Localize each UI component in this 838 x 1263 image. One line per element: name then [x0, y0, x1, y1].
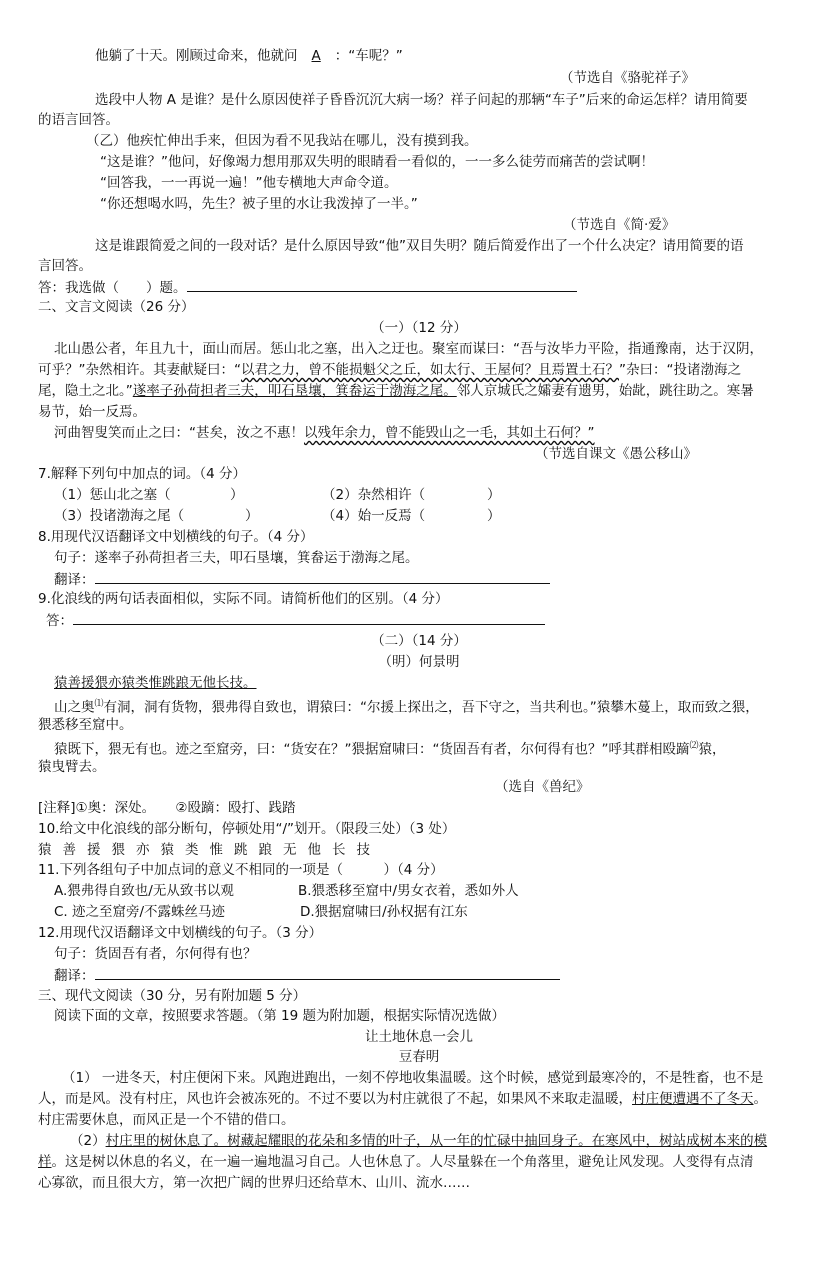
q8: 8.用现代汉语翻译文中划横线的句子。（4 分）	[38, 529, 314, 545]
part1-heading: （一）（12 分）	[371, 320, 467, 336]
yugong-source: （节选自课文《愚公移山》	[535, 446, 697, 462]
janeeyre-source: （节选自《简·爱》	[563, 217, 676, 233]
yugong-line-3	[38, 381, 754, 401]
answer-line	[38, 277, 577, 298]
q11-option-b: B.猥悉移至窟中/男女衣着，悉如外人	[298, 883, 519, 899]
text: 山之奥	[54, 699, 95, 716]
yuan-line-5: 猿曳臂去。	[38, 759, 106, 775]
text: 猿，	[698, 741, 726, 758]
underlined-phrase: 村庄便遭遇不了冬天	[632, 1091, 754, 1107]
janeeyre-intro: （乙）他疾忙伸出手来，但因为看不见我站在哪儿，没有摸到我。	[86, 133, 478, 149]
q11-option-a: A.猥弗得自致也/无从致书以观	[54, 883, 234, 899]
q7-item-4-close: ）	[487, 508, 501, 524]
part2-heading: （二）（14 分）	[371, 633, 467, 649]
q8-translate-line	[54, 569, 550, 590]
wavy-sentence-2: 以残年余力，曾不能毁山之一毛，其如土石何？”	[304, 425, 595, 441]
q7-item-3: （3）投诸渤海之尾（	[54, 508, 185, 524]
q12-translate-line	[54, 965, 560, 986]
text: 可乎？”杂然相许。其妻献疑曰：“	[38, 362, 241, 378]
wavy-sentence-1: 以君之力，曾不能损魁父之丘，如太行、王屋何？且焉置土石？	[241, 362, 619, 378]
para2-line-3: 心寡欲，而且很大方，第一次把广阔的世界归还给草木、山川、流水……	[38, 1175, 470, 1191]
xiangzi-question: 选段中人物 A 是谁？是什么原因使祥子昏昏沉沉大病一场？祥子问起的那辆“车子”后来的命运怎样？请用简要	[95, 92, 748, 108]
q7-item-4: （4）始一反焉（	[322, 508, 426, 524]
blank-a: A	[311, 48, 321, 64]
text: 尾，隐土之北。”	[38, 383, 133, 399]
text: 人，而是风。没有村庄，风也许会被冻死的。不过不要以为村庄就很了不起，如果风不来取走温暖，	[38, 1091, 632, 1107]
q11-option-d: D.猥据窟啸曰/孙权据有江东	[300, 904, 468, 920]
text: ”呼其群相殴蹢	[601, 741, 690, 758]
q9: 9.化浪线的两句话表面相似，实际不同。请简析他们的区别。（4 分）	[38, 591, 449, 607]
wavy-sentence: 猿善援猥亦猿类惟跳踉无他长技。	[54, 675, 257, 691]
text: ：“车呢？”	[334, 48, 403, 64]
text: 货固吾有者，尔何得有也？	[439, 741, 602, 758]
para1-line-2	[38, 1089, 767, 1109]
answer-blank[interactable]	[187, 277, 577, 292]
translate-blank[interactable]	[95, 569, 550, 584]
yugong-line-1: 北山愚公者，年且九十，面山而居。惩山北之塞，出入之迂也。聚室而谋曰：“吾与汝毕力平险，指通豫南，达于汉阴，	[54, 341, 763, 357]
para2-line-2	[38, 1152, 754, 1172]
paragraph-number: （2）	[70, 1133, 106, 1149]
yuan-line-4	[54, 736, 726, 760]
text: 他躺了十天。刚顾过命来，他就问	[95, 48, 298, 64]
xiangzi-question-cont: 的语言回答。	[38, 112, 119, 128]
q11: 11.下列各组句子中加点词的意义不相同的一项是（ ）（4 分）	[38, 862, 444, 878]
xiangzi-line	[95, 46, 403, 66]
janeeyre-dialog-1: “这是谁？”他问，好像竭力想用那双失明的眼睛看一看似的，一一多么徒劳而痛苦的尝试啊！	[100, 154, 654, 170]
yuan-source: （选自《兽纪》	[495, 779, 590, 795]
q7-item-2: （2）杂然相许（	[322, 487, 426, 503]
yuan-line-3: 猥悉移至窟中。	[38, 717, 133, 733]
article-author: 豆春明	[398, 1049, 440, 1065]
translate-blank[interactable]	[95, 965, 560, 980]
q7-item-1: （1）惩山北之塞（	[54, 487, 171, 503]
janeeyre-dialog-2: “回答我，一一再说一遍！”他专横地大声命令道。	[100, 175, 398, 191]
q7-item-2-close: ）	[487, 487, 501, 503]
part2-author: （明）何景明	[378, 654, 460, 670]
q10-chars: 猿善援猥亦猿类惟跳踉无他长技	[38, 842, 381, 858]
text: 。	[753, 1091, 767, 1107]
q11-option-c: C. 迹之至窟旁/不露蛛丝马迹	[54, 904, 226, 920]
answer-label: 答：我选做（ ）题。	[38, 280, 187, 296]
q7-item-3-close: ）	[245, 508, 259, 524]
janeeyre-question: 这是谁跟简爱之间的一段对话？是什么原因导致“他”双目失明？随后简爱作出了一个什么决定？请用简要的语	[95, 238, 744, 254]
text: 邻人京城氏之孀妻有遗男，始龀，跳往助之。寒暑	[456, 383, 754, 399]
translate-label: 翻译：	[54, 968, 95, 984]
notes: [注释]①奥：深处。 ②殴蹢：殴打、践踏	[38, 800, 296, 816]
section3-heading: 三、现代文阅读（30 分，另有附加题 5 分）	[38, 988, 307, 1004]
underlined-sentence-end: 样	[38, 1154, 52, 1170]
janeeyre-question-cont: 言回答。	[38, 258, 92, 274]
yugong-line-2	[38, 360, 741, 380]
q12: 12.用现代汉语翻译文中划横线的句子。（3 分）	[38, 925, 323, 941]
text: 。这是树以休息的名义，在一遍一遍地温习自己。人也休息了。人尽量躲在一个角落里，避免让风发现。人变得有点清	[51, 1154, 754, 1170]
para2-line-1	[70, 1131, 767, 1151]
translate-label: 翻译：	[54, 572, 95, 588]
q12-sentence: 句子：货固吾有者，尔何得有也？	[54, 946, 257, 962]
yugong-line-4: 易节，始一反焉。	[38, 404, 146, 420]
section3-intro: 阅读下面的文章，按照要求答题。（第 19 题为附加题，根据实际情况选做）	[54, 1008, 506, 1024]
text: 猿既下，猥无有也。迹之至窟旁，曰：“货安在？”猥据窟啸曰：“	[54, 741, 440, 758]
q7-item-1-close: ）	[230, 487, 244, 503]
text: ”杂曰：“投诸渤海之	[619, 362, 741, 378]
q7: 7.解释下列句中加点的词。（4 分）	[38, 466, 247, 482]
article-title: 让土地休息一会儿	[365, 1029, 473, 1045]
answer-label: 答：	[46, 613, 73, 629]
q9-answer-line	[46, 610, 545, 631]
para1-line-1: （1） 一进冬天，村庄便闲下来。风跑进跑出，一刻不停地收集温暖。这个时候，感觉到最寒冷的，不是牲畜，也不是	[62, 1070, 764, 1086]
q8-sentence: 句子：遂率子孙荷担者三夫，叩石垦壤，箕畚运于渤海之尾。	[54, 550, 419, 566]
footnote-marker: ⑴	[94, 699, 104, 709]
footnote-marker: ⑵	[689, 741, 699, 751]
q10: 10.给文中化浪线的部分断句，停顿处用“/”划开。（限段三处）（3 处）	[38, 821, 456, 837]
section2-heading: 二、文言文阅读（26 分）	[38, 299, 195, 315]
para1-line-3: 村庄需要休息，而风正是一个不错的借口。	[38, 1112, 295, 1128]
underlined-sentence: 遂率子孙荷担者三夫，叩石垦壤，箕畚运于渤海之尾。	[132, 383, 457, 399]
text: 河曲智叟笑而止之曰：“甚矣，汝之不惠！	[54, 425, 304, 441]
yuan-line-2	[54, 694, 759, 718]
underlined-sentence: 村庄里的树休息了。树藏起耀眼的花朵和多情的叶子，从一年的忙碌中抽回身子。在寒风中，树站成树本来的模	[105, 1133, 768, 1149]
yuan-line-1	[54, 673, 257, 693]
answer-blank[interactable]	[73, 610, 545, 625]
janeeyre-dialog-3: “你还想喝水吗，先生？被子里的水让我泼掉了一半。”	[100, 196, 418, 212]
text: 有洞，洞有货物，猥弗得自致也，谓猿曰：“尔援上探出之，吾下守之，当共利也。”猿攀木蔓上，取而致之猥，	[103, 699, 759, 716]
xiangzi-source: （节选自《骆驼祥子》	[560, 70, 695, 86]
yugong-line-5	[54, 423, 595, 443]
